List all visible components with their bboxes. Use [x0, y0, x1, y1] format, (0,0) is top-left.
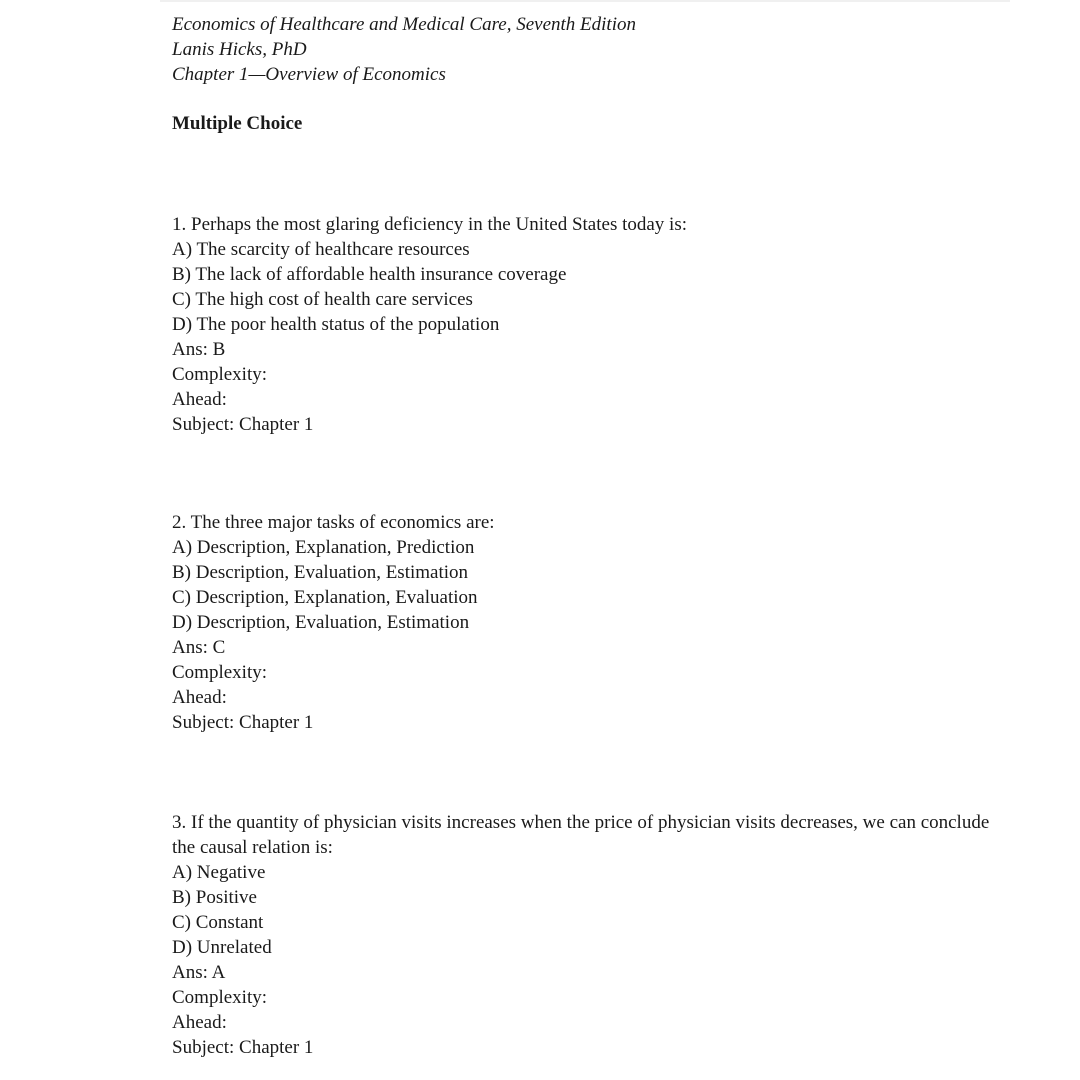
subject-line: Subject: Chapter 1 [172, 712, 314, 733]
option-b: B) Positive [172, 887, 257, 908]
chapter-title: Chapter 1—Overview of Economics [172, 64, 446, 85]
option-c: C) Description, Explanation, Evaluation [172, 587, 478, 608]
question-1 [172, 212, 992, 437]
question-stem: 1. Perhaps the most glaring deficiency in the United States today is: [172, 214, 688, 235]
answer-line: Ans: B [172, 339, 226, 360]
ahead-line: Ahead: [172, 687, 227, 708]
question-stem: 3. If the quantity of physician visits increases when the price of physician visits decreases, we can conclude the causal relation is: [172, 812, 990, 858]
question-2 [172, 510, 992, 735]
complexity-line: Complexity: [172, 364, 267, 385]
option-b: B) The lack of affordable health insurance coverage [172, 264, 567, 285]
option-d: D) Unrelated [172, 937, 272, 958]
option-d: D) Description, Evaluation, Estimation [172, 612, 470, 633]
book-title: Economics of Healthcare and Medical Care, Seventh Edition [172, 14, 636, 35]
author-line: Lanis Hicks, PhD [172, 39, 307, 60]
section-title: Multiple Choice [172, 113, 303, 134]
option-a: A) Negative [172, 862, 266, 883]
option-a: A) The scarcity of healthcare resources [172, 239, 470, 260]
subject-line: Subject: Chapter 1 [172, 414, 314, 435]
option-a: A) Description, Explanation, Prediction [172, 537, 475, 558]
question-stem: 2. The three major tasks of economics are: [172, 512, 495, 533]
ahead-line: Ahead: [172, 389, 227, 410]
question-3 [172, 810, 992, 1060]
answer-line: Ans: C [172, 637, 226, 658]
option-b: B) Description, Evaluation, Estimation [172, 562, 469, 583]
option-c: C) Constant [172, 912, 264, 933]
page-top-edge [160, 0, 1010, 2]
document-page [172, 12, 992, 136]
ahead-line: Ahead: [172, 1012, 227, 1033]
subject-line: Subject: Chapter 1 [172, 1037, 314, 1058]
answer-line: Ans: A [172, 962, 226, 983]
complexity-line: Complexity: [172, 987, 267, 1008]
complexity-line: Complexity: [172, 662, 267, 683]
option-c: C) The high cost of health care services [172, 289, 473, 310]
option-d: D) The poor health status of the population [172, 314, 500, 335]
